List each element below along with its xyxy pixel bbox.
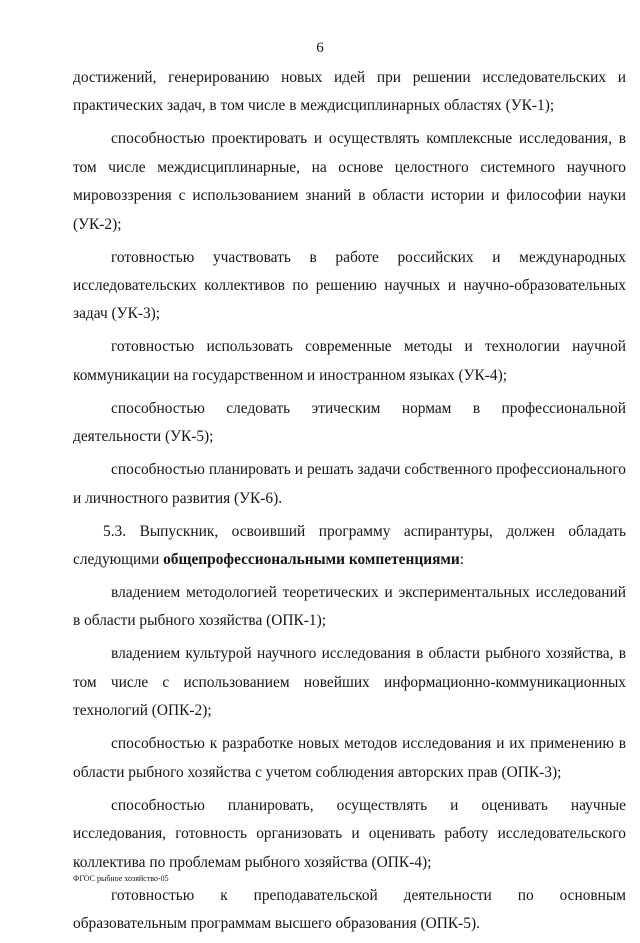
paragraph-uk1-continuation: достижений, генерированию новых идей при решении исследовательских и практических задач, в том числе в междисциплинарных областях (УК-1); xyxy=(73,69,626,115)
document-body xyxy=(73,64,626,943)
paragraph-uk5: способностью следовать этическим нормам в профессиональной деятельности (УК-5); xyxy=(73,399,626,446)
paragraph-opk5: готовностью к преподавательской деятельности по основным образовательным программам высшего образования (ОПК-5). xyxy=(73,886,626,932)
section-5-3-bold-term: общепрофессиональными компетенциями xyxy=(163,551,460,569)
section-5-3-colon: : xyxy=(459,551,465,569)
page-number: 6 xyxy=(316,40,324,56)
paragraph-opk1: владением методологией теоретических и экспериментальных исследований в области рыбного хозяйства (ОПК-1); xyxy=(73,584,626,630)
paragraph-uk6: способностью планировать и решать задачи собственного профессионального и личностного развития (УК-6). xyxy=(73,461,626,507)
footer-label: ФГОС рыбное хозяйство-05 xyxy=(73,874,169,883)
paragraph-opk4: способностью планировать, осуществлять и оценивать научные исследования, готовность организовать и оценивать работу исследовательского коллектива по проблемам рыбного хозяйства (ОПК-4); xyxy=(73,796,626,871)
paragraph-uk4: готовностью использовать современные методы и технологии научной коммуникации на государственном и иностранном языках (УК-4); xyxy=(73,338,626,384)
section-5-3-intro: 5.3. Выпускник, освоивший программу аспирантуры, должен обладать следующими xyxy=(73,522,626,569)
paragraph-uk3: готовностью участвовать в работе российских и международных исследовательских коллективов по решению научных и научно-образовательных задач (УК-3); xyxy=(73,248,626,323)
paragraph-opk3: способностью к разработке новых методов исследования и их применению в области рыбного хозяйства с учетом соблюдения авторских прав (ОПК-3); xyxy=(73,735,626,781)
paragraph-uk2: способностью проектировать и осуществлять комплексные исследования, в том числе междисциплинарные, на основе целостного системного научного мировоззрения с использованием знаний в области истории и философии науки (УК-2); xyxy=(73,130,626,233)
paragraph-opk2: владением культурой научного исследования в области рыбного хозяйства, в том числе с использованием новейших информационно-коммуникационных технологий (ОПК-2); xyxy=(73,645,626,720)
paragraph-section-5-3 xyxy=(73,518,626,575)
